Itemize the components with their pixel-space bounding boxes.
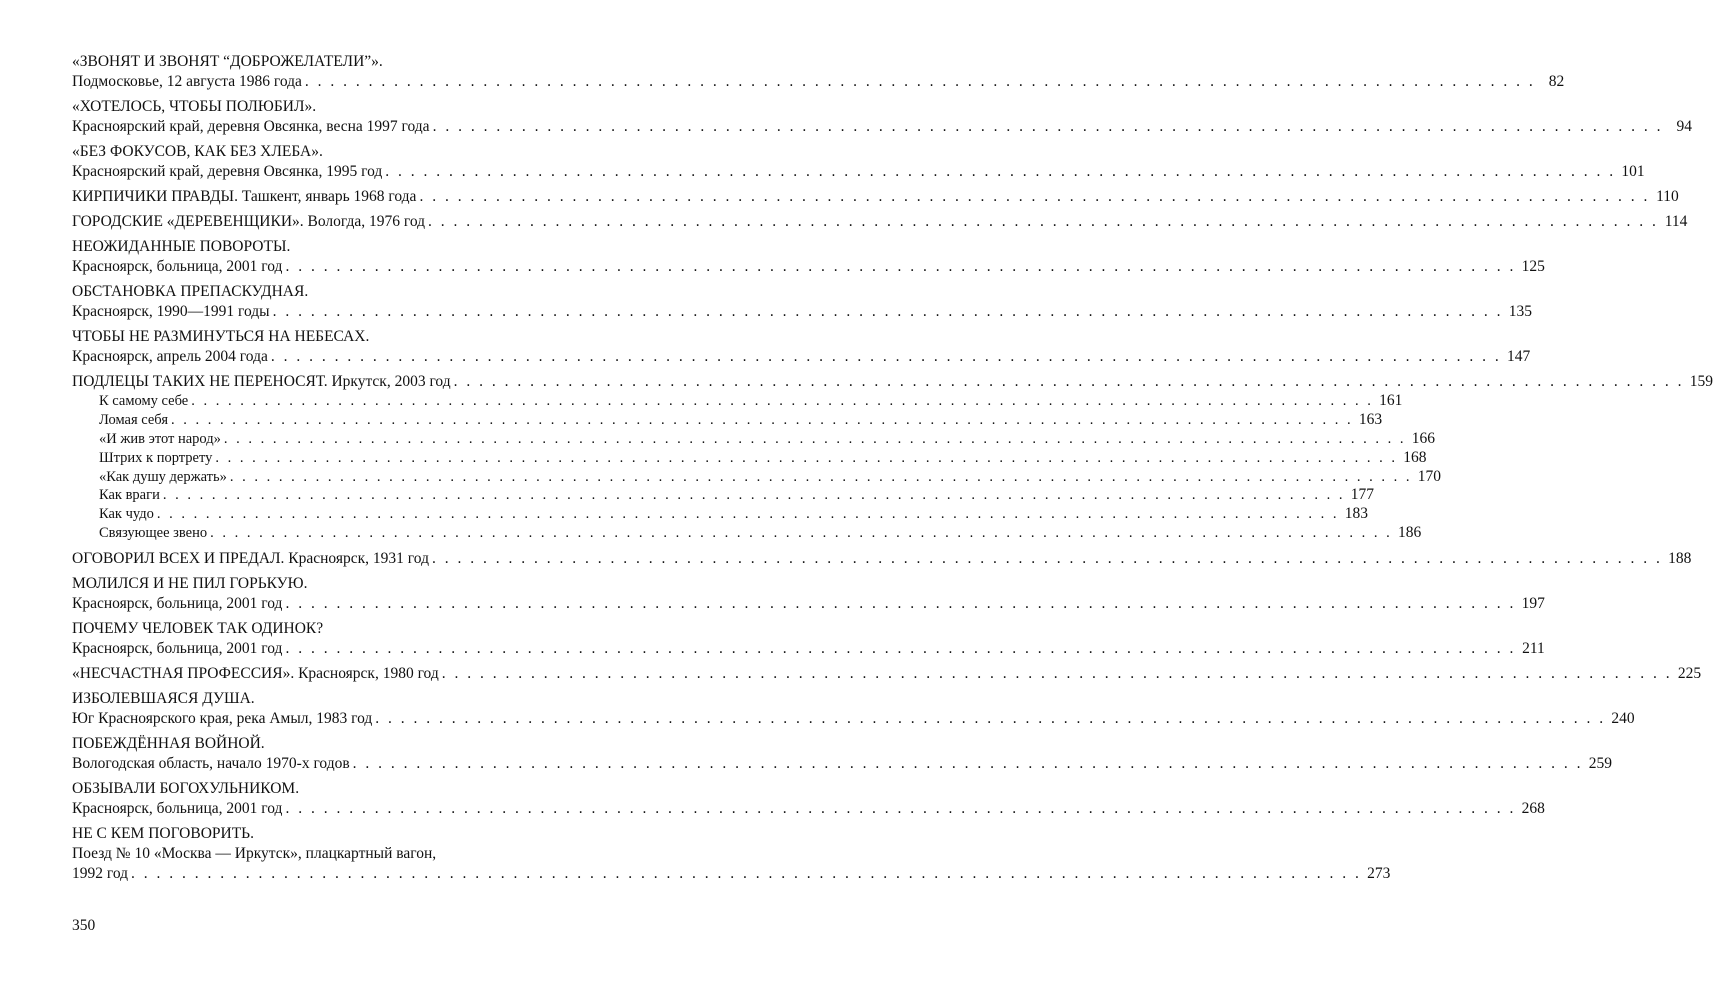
toc-entry[interactable] [72,327,1531,367]
leader-dots: . . . . . . . . . . . . . . . . . . . . . . . . . . . . . . . . . . . . . . . . . . . . . . . . . . . . . . . . . . . . . . . . . . . . . . . . . . . . . . . . . . . . . . . . . . . . . . . . . [171,411,1354,428]
toc-page-number: 259 [1588,755,1613,773]
leader-dots: . . . . . . . . . . . . . . . . . . . . . . . . . . . . . . . . . . . . . . . . . . . . . . . . . . . . . . . . . . . . . . . . . . . . . . . . . . . . . . . . . . . . . . . . . . . . . . . . . [229,468,1412,485]
toc-entry-subtitle: Юг Красноярского края, река Амыл, 1983 год [72,710,373,728]
toc-entry-line [72,709,1635,729]
toc-entry-title: «НЕСЧАСТНАЯ ПРОФЕССИЯ». Красноярск, 1980 год [72,665,439,683]
leader-dots: . . . . . . . . . . . . . . . . . . . . . . . . . . . . . . . . . . . . . . . . . . . . . . . . . . . . . . . . . . . . . . . . . . . . . . . . . . . . . . . . . . . . . . . . . . . . . . . . . [272,303,1503,320]
leader-dots: . . . . . . . . . . . . . . . . . . . . . . . . . . . . . . . . . . . . . . . . . . . . . . . . . . . . . . . . . . . . . . . . . . . . . . . . . . . . . . . . . . . . . . . . . . . . . . . . . [431,550,1663,568]
toc-subsection-list [72,392,1441,543]
toc-entry-line [72,212,1688,232]
toc-entry-subtitle: Красноярск, 1990—1991 годы [72,303,270,320]
leader-dots: . . . . . . . . . . . . . . . . . . . . . . . . . . . . . . . . . . . . . . . . . . . . . . . . . . . . . . . . . . . . . . . . . . . . . . . . . . . . . . . . . . . . . . . . . . . . . . . . . [352,755,1584,773]
toc-entry-line [72,117,1692,137]
toc-entry-title: ОБЗЫВАЛИ БОГОХУЛЬНИКОМ. [72,780,300,798]
toc-entry-title: «ХОТЕЛОСЬ, ЧТОБЫ ПОЛЮБИЛ». [72,98,317,115]
leader-dots: . . . . . . . . . . . . . . . . . . . . . . . . . . . . . . . . . . . . . . . . . . . . . . . . . . . . . . . . . . . . . . . . . . . . . . . . . . . . . . . . . . . . . . . . . . . . . . . . . [162,487,1345,504]
toc-entry-title: ГОРОДСКИЕ «ДЕРЕВЕНЩИКИ». Вологда, 1976 год [72,213,426,230]
toc-entry-title: ПОБЕЖДЁННАЯ ВОЙНОЙ. [72,735,265,753]
toc-subentry-title: Ломая себя [99,411,168,428]
leader-dots: . . . . . . . . . . . . . . . . . . . . . . . . . . . . . . . . . . . . . . . . . . . . . . . . . . . . . . . . . . . . . . . . . . . . . . . . . . . . . . . . . . . . . . . . . . . . . . . . . [215,449,1398,466]
toc-entry-line [72,664,1702,684]
toc-entry-title: ОБСТАНОВКА ПРЕПАСКУДНАЯ. [72,283,309,300]
toc-page-number: 168 [1403,448,1427,466]
toc-entry[interactable] [72,779,1545,819]
toc-page-number: 166 [1411,429,1436,447]
toc-page-number: 147 [1506,348,1531,365]
leader-dots: . . . . . . . . . . . . . . . . . . . . . . . . . . . . . . . . . . . . . . . . . . . . . . . . . . . . . . . . . . . . . . . . . . . . . . . . . . . . . . . . . . . . . . . . . . . . . . . . . [191,393,1374,409]
toc-entry-title: ПОЧЕМУ ЧЕЛОВЕК ТАК ОДИНОК? [72,620,324,638]
toc-subentry-title: Как чудо [99,506,154,523]
leader-dots: . . . . . . . . . . . . . . . . . . . . . . . . . . . . . . . . . . . . . . . . . . . . . . . . . . . . . . . . . . . . . . . . . . . . . . . . . . . . . . . . . . . . . . . . . . . . . . . . . [453,373,1684,390]
toc-page-number: 82 [1548,73,1565,90]
leader-dots: . . . . . . . . . . . . . . . . . . . . . . . . . . . . . . . . . . . . . . . . . . . . . . . . . . . . . . . . . . . . . . . . . . . . . . . . . . . . . . . . . . . . . . . . . . . . . . . . . [285,640,1516,658]
toc-subentry-title: «Как душу держать» [99,468,227,485]
toc-page-number: 114 [1664,213,1688,230]
toc-entry-subtitle: Красноярск, больница, 2001 год [72,640,283,658]
toc-page-number: 188 [1668,550,1692,568]
toc-entry-subtitle: Красноярск, апрель 2004 года [72,348,268,365]
toc-subentry[interactable] [99,429,1436,449]
toc-entry[interactable] [72,282,1532,322]
toc-page-number: 94 [1676,118,1692,135]
toc-entry-title: КИРПИЧИКИ ПРАВДЫ. Ташкент, январь 1968 года [72,188,417,205]
toc-subentry-title: Связующее звено [99,525,208,542]
page-number: 350 [72,917,96,934]
toc-entry-subtitle: Красноярский край, деревня Овсянка, 1995 год [72,163,383,180]
toc-entry-title: МОЛИЛСЯ И НЕ ПИЛ ГОРЬКУЮ. [72,575,308,593]
toc-entry-line [72,639,1545,659]
leader-dots: . . . . . . . . . . . . . . . . . . . . . . . . . . . . . . . . . . . . . . . . . . . . . . . . . . . . . . . . . . . . . . . . . . . . . . . . . . . . . . . . . . . . . . . . . . . . . . . . . [304,73,1536,90]
toc-entry[interactable] [72,689,1635,729]
toc-subentry[interactable] [99,448,1427,468]
leader-dots: . . . . . . . . . . . . . . . . . . . . . . . . . . . . . . . . . . . . . . . . . . . . . . . . . . . . . . . . . . . . . . . . . . . . . . . . . . . . . . . . . . . . . . . . . . . . . . . . . [419,188,1650,205]
toc-entry-subtitle: Красноярск, больница, 2001 год [72,258,283,275]
toc-subentry[interactable] [99,467,1441,487]
toc-entry-line [72,372,1713,392]
toc-entry-line [72,162,1645,182]
toc-page-number: 177 [1350,486,1374,504]
leader-dots: . . . . . . . . . . . . . . . . . . . . . . . . . . . . . . . . . . . . . . . . . . . . . . . . . . . . . . . . . . . . . . . . . . . . . . . . . . . . . . . . . . . . . . . . . . . . . . . . . [428,213,1659,230]
table-of-contents [72,52,1713,889]
toc-subentry-title: Как враги [99,487,160,504]
toc-entry-line [72,594,1545,614]
leader-dots: . . . . . . . . . . . . . . . . . . . . . . . . . . . . . . . . . . . . . . . . . . . . . . . . . . . . . . . . . . . . . . . . . . . . . . . . . . . . . . . . . . . . . . . . . . . . . . . . . [156,506,1339,523]
toc-page-number: 197 [1521,595,1545,613]
leader-dots: . . . . . . . . . . . . . . . . . . . . . . . . . . . . . . . . . . . . . . . . . . . . . . . . . . . . . . . . . . . . . . . . . . . . . . . . . . . . . . . . . . . . . . . . . . . . . . . . . [285,595,1516,613]
leader-dots: . . . . . . . . . . . . . . . . . . . . . . . . . . . . . . . . . . . . . . . . . . . . . . . . . . . . . . . . . . . . . . . . . . . . . . . . . . . . . . . . . . . . . . . . . . . . . . . . . [385,163,1616,180]
toc-entry-title: ИЗБОЛЕВШАЯСЯ ДУША. [72,690,255,708]
leader-dots: . . . . . . . . . . . . . . . . . . . . . . . . . . . . . . . . . . . . . . . . . . . . . . . . . . . . . . . . . . . . . . . . . . . . . . . . . . . . . . . . . . . . . . . . . . . . . . . . . [375,710,1606,728]
toc-subentry-title: Штрих к портрету [99,449,213,466]
toc-entry-title: ОГОВОРИЛ ВСЕХ И ПРЕДАЛ. Красноярск, 1931 год [72,550,429,568]
toc-entry-line [72,257,1545,277]
toc-page-number: 186 [1397,524,1422,542]
leader-dots: . . . . . . . . . . . . . . . . . . . . . . . . . . . . . . . . . . . . . . . . . . . . . . . . . . . . . . . . . . . . . . . . . . . . . . . . . . . . . . . . . . . . . . . . . . . . . . . . . [285,800,1516,818]
toc-page-number: 268 [1521,800,1545,818]
toc-entry[interactable] [72,549,1692,569]
toc-entry-line [72,754,1613,774]
toc-page-number: 125 [1521,258,1545,275]
toc-page-number: 170 [1417,467,1441,485]
toc-page-number: 211 [1522,640,1545,658]
leader-dots: . . . . . . . . . . . . . . . . . . . . . . . . . . . . . . . . . . . . . . . . . . . . . . . . . . . . . . . . . . . . . . . . . . . . . . . . . . . . . . . . . . . . . . . . . . . . . . . . . [210,525,1393,542]
toc-entry-subtitle: 1992 год [72,865,129,883]
toc-page-number: 110 [1656,188,1679,205]
toc-entry[interactable] [72,734,1613,774]
leader-dots: . . . . . . . . . . . . . . . . . . . . . . . . . . . . . . . . . . . . . . . . . . . . . . . . . . . . . . . . . . . . . . . . . . . . . . . . . . . . . . . . . . . . . . . . . . . . . . . . . [270,348,1502,365]
toc-entry-line [72,864,1391,884]
toc-entry-subtitle: Красноярский край, деревня Овсянка, весна 1997 года [72,118,430,135]
leader-dots: . . . . . . . . . . . . . . . . . . . . . . . . . . . . . . . . . . . . . . . . . . . . . . . . . . . . . . . . . . . . . . . . . . . . . . . . . . . . . . . . . . . . . . . . . . . . . . . . . [131,865,1362,883]
toc-entry[interactable] [72,824,1391,884]
toc-subentry[interactable] [99,392,1403,411]
toc-entry[interactable] [72,664,1702,684]
toc-entry[interactable] [72,372,1713,543]
toc-page-number: 101 [1621,163,1645,180]
leader-dots: . . . . . . . . . . . . . . . . . . . . . . . . . . . . . . . . . . . . . . . . . . . . . . . . . . . . . . . . . . . . . . . . . . . . . . . . . . . . . . . . . . . . . . . . . . . . . . . . . [223,430,1407,447]
toc-entry[interactable] [72,619,1545,659]
toc-entry-title: НЕОЖИДАННЫЕ ПОВОРОТЫ. [72,238,291,255]
toc-entry-title: НЕ С КЕМ ПОГОВОРИТЬ. [72,825,254,843]
toc-subentry[interactable] [99,486,1374,505]
toc-subentry[interactable] [99,505,1368,524]
toc-entry[interactable] [72,52,1565,92]
leader-dots: . . . . . . . . . . . . . . . . . . . . . . . . . . . . . . . . . . . . . . . . . . . . . . . . . . . . . . . . . . . . . . . . . . . . . . . . . . . . . . . . . . . . . . . . . . . . . . . . . [285,258,1516,275]
toc-page-number: 240 [1611,710,1635,728]
toc-entry-line [72,347,1531,367]
leader-dots: . . . . . . . . . . . . . . . . . . . . . . . . . . . . . . . . . . . . . . . . . . . . . . . . . . . . . . . . . . . . . . . . . . . . . . . . . . . . . . . . . . . . . . . . . . . . . . . . . [432,118,1663,135]
toc-subentry[interactable] [99,410,1383,430]
leader-dots: . . . . . . . . . . . . . . . . . . . . . . . . . . . . . . . . . . . . . . . . . . . . . . . . . . . . . . . . . . . . . . . . . . . . . . . . . . . . . . . . . . . . . . . . . . . . . . . . . [441,665,1673,683]
toc-entry-subtitle: Красноярск, больница, 2001 год [72,800,283,818]
toc-entry-subtitle-line1: Поезд № 10 «Москва — Иркутск», плацкартный вагон, [72,845,437,863]
toc-page-number: 183 [1344,505,1368,523]
toc-page-number: 159 [1689,373,1713,390]
toc-entry-title: ПОДЛЕЦЫ ТАКИХ НЕ ПЕРЕНОСЯТ. Иркутск, 2003 год [72,373,451,390]
toc-entry-line [72,799,1545,819]
toc-entry[interactable] [72,237,1545,277]
toc-subentry-title: «И жив этот народ» [99,430,221,447]
toc-entry-title: «БЕЗ ФОКУСОВ, КАК БЕЗ ХЛЕБА». [72,143,323,160]
toc-entry-subtitle: Подмосковье, 12 августа 1986 года [72,73,302,90]
toc-entry-line [72,187,1679,207]
toc-entry-line [72,549,1692,569]
toc-page-number: 161 [1379,392,1403,409]
toc-entry-line [72,302,1532,322]
toc-entry[interactable] [72,574,1545,614]
toc-entry[interactable] [72,212,1688,232]
toc-entry-subtitle: Красноярск, больница, 2001 год [72,595,283,613]
toc-page-number: 163 [1358,410,1383,428]
toc-page-number: 135 [1508,303,1532,320]
toc-subentry[interactable] [99,524,1422,543]
toc-entry-subtitle: Вологодская область, начало 1970-х годов [72,755,350,773]
toc-subentry-title: К самому себе [99,393,189,409]
toc-page-number: 273 [1367,865,1391,883]
toc-entry-title: ЧТОБЫ НЕ РАЗМИНУТЬСЯ НА НЕБЕСАХ. [72,328,370,345]
toc-entry[interactable] [72,97,1692,137]
toc-entry-title: «ЗВОНЯТ И ЗВОНЯТ “ДОБРОЖЕЛАТЕЛИ”». [72,53,383,70]
toc-entry[interactable] [72,187,1679,207]
toc-entry[interactable] [72,142,1645,182]
toc-entry-line [72,72,1565,92]
toc-page-number: 225 [1677,665,1702,683]
